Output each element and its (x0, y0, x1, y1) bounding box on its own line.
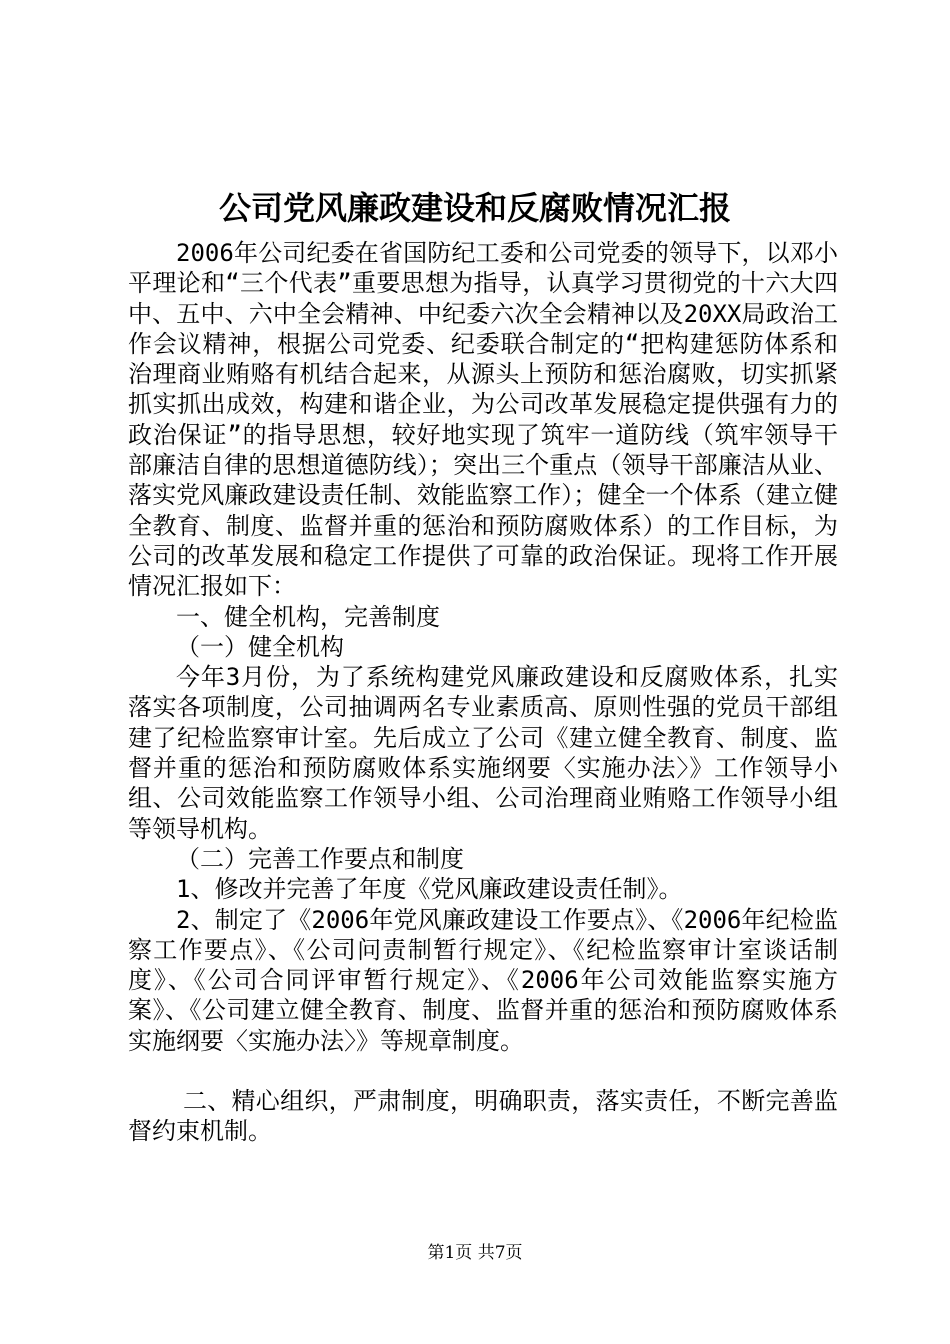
list-item: 1、修改并完善了年度《党风廉政建设责任制》。 (176, 875, 683, 904)
intro-paragraph: 2006年公司纪委在省国防纪工委和公司党委的领导下，以邓小平理论和“三个代表”重要思想为指导，认真学习贯彻党的十六大四中、五中、六中全会精神、中纪委六次全会精神以及20XX局政治工作会议精神，根据公司党委、纪委联合制定的“把构建惩防体系和治理商业贿赂有机结合起来，从源头上预防和惩治腐败，切实抓紧抓实抓出成效，构建和谐企业，为公司改革发展稳定提供强有力的政治保证”的指导思想，较好地实现了筑牢一道防线（筑牢领导干部廉洁自律的思想道德防线）；突出三个重点（领导干部廉洁从业、落实党风廉政建设责任制、效能监察工作）；健全一个体系（建立健全教育、制度、监督并重的惩治和预防腐败体系）的工作目标，为公司的改革发展和稳定工作提供了可靠的政治保证。现将工作开展情况汇报如下： (128, 239, 838, 601)
document-title: 公司党风廉政建设和反腐败情况汇报 (218, 189, 731, 227)
list-item: 2、制定了《2006年党风廉政建设工作要点》、《2006年纪检监察工作要点》、《公司问责制暂行规定》、《纪检监察审计室谈话制度》、《公司合同评审暂行规定》、《2006年公司效能监察实施方案》、《公司建立健全教育、制度、监督并重的惩治和预防腐败体系实施纲要〈实施办法〉》等规章制度。 (128, 905, 838, 1055)
subsection-heading-2: （二）完善工作要点和制度 (176, 844, 464, 873)
section-heading-2: 二、精心组织，严肃制度，明确职责，落实责任，不断完善监督约束机制。 (128, 1087, 838, 1146)
body-paragraph: 今年3月份，为了系统构建党风廉政建设和反腐败体系，扎实落实各项制度，公司抽调两名专业素质高、原则性强的党员干部组建了纪检监察审计室。先后成立了公司《建立健全教育、制度、监督并重的惩治和预防腐败体系实施纲要〈实施办法〉》工作领导小组、公司效能监察工作领导小组、公司治理商业贿赂工作领导小组等领导机构。 (128, 663, 838, 843)
document-body (128, 238, 838, 1147)
subsection-heading-1: （一）健全机构 (176, 632, 344, 661)
paragraph-spacer (128, 1056, 838, 1086)
section-heading-1: 一、健全机构，完善制度 (176, 602, 440, 631)
page-number: 第1页 共7页 (427, 1243, 523, 1263)
